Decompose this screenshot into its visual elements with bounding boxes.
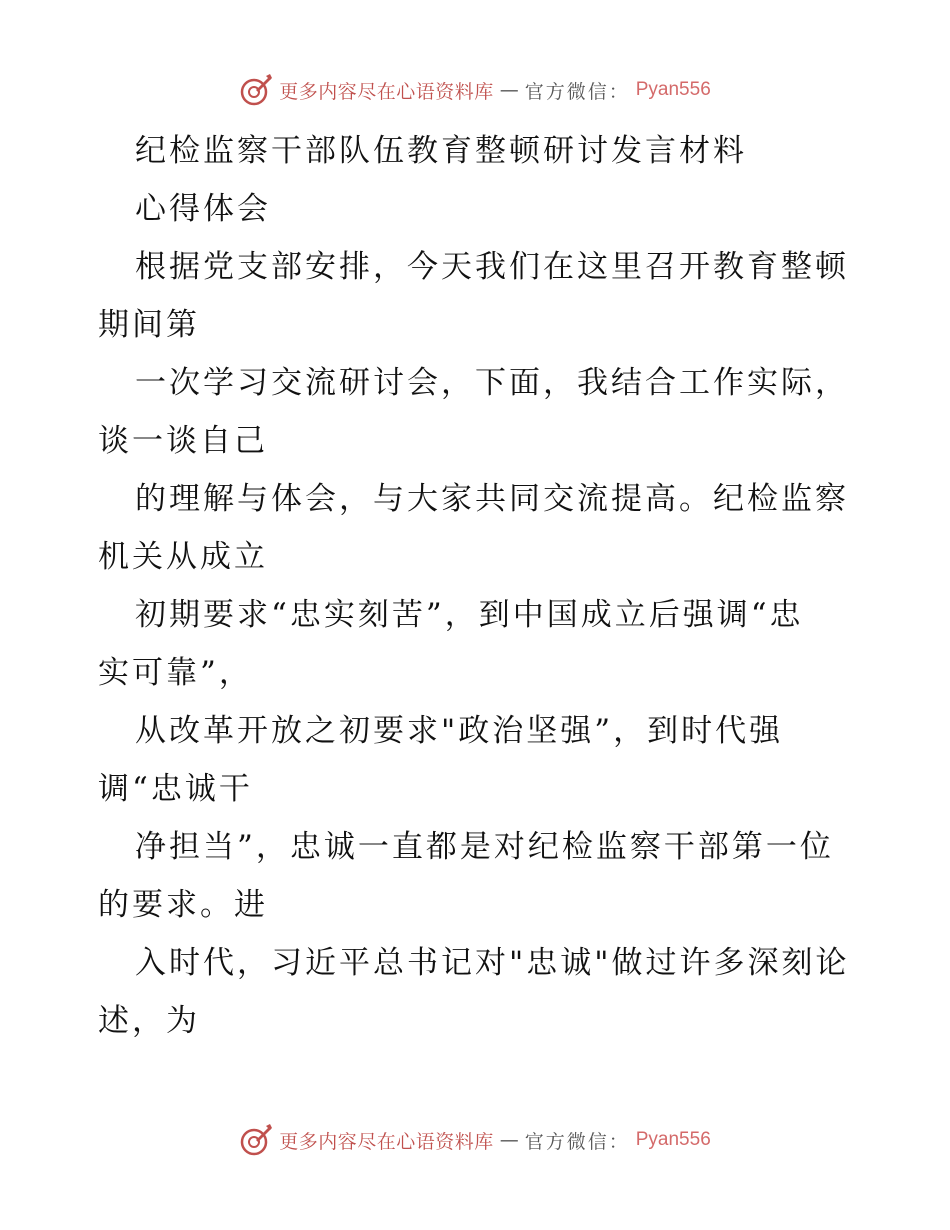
watermark-wechat-label: 官方微信： [524,1130,630,1153]
watermark-separator: — [499,79,519,101]
watermark-wechat-label: 官方微信： [524,80,630,103]
footer-watermark [0,1120,950,1160]
document-body [98,122,878,1050]
document-line: 净担当”，忠诚一直都是对纪检监察干部第一位 [135,829,834,865]
watermark-wechat-id: Pyan556 [635,79,711,100]
document-line: 纪检监察干部队伍教育整顿研讨发言材料 [135,133,747,169]
watermark-separator: — [499,1129,519,1151]
watermark-text: 更多内容尽在心语资料库 [279,80,494,103]
document-line: 从改革开放之初要求"政治坚强”，到时代强 [135,713,784,749]
header-watermark [0,70,950,110]
document-line: 心得体会 [135,191,271,227]
document-line: 的理解与体会，与大家共同交流提高。纪检监察 [135,481,849,517]
watermark-text: 更多内容尽在心语资料库 [279,1130,494,1153]
document-line: 实可靠”， [98,655,253,691]
document-line: 期间第 [98,307,200,343]
document-line: 初期要求“忠实刻苦”，到中国成立后强调“忠 [135,597,804,633]
pen-nib-icon [239,1123,273,1157]
watermark-wechat-id: Pyan556 [635,1129,711,1150]
document-line: 述，为 [98,1003,200,1039]
pen-nib-icon [239,73,273,107]
document-line: 的要求。进 [98,887,268,923]
document-line: 根据党支部安排，今天我们在这里召开教育整顿 [135,249,849,285]
document-line: 谈一谈自己 [98,423,268,459]
document-line: 一次学习交流研讨会，下面，我结合工作实际， [135,365,849,401]
document-line: 调“忠诚干 [98,771,253,807]
document-line: 入时代，习近平总书记对"忠诚"做过许多深刻论 [135,945,850,981]
document-line: 机关从成立 [98,539,268,575]
